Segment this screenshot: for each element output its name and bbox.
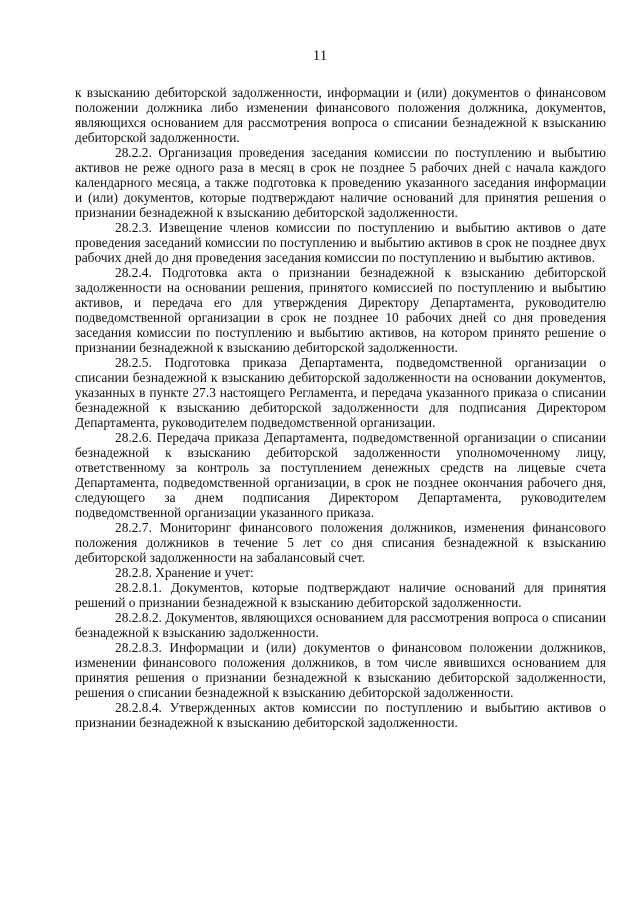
paragraph: 28.2.8.3. Информации и (или) документов о финансовом положении должников, изменении финансового положения должников, в том числе явившихся основанием для принятия решения о признании безнадежной к взысканию дебиторской задолженности, решения о списании безнадежной к взысканию дебиторской задолженности. [75, 640, 606, 700]
paragraph: 28.2.8. Хранение и учет: [115, 565, 254, 580]
paragraph: к взысканию дебиторской задолженности, информации и (или) документов о финансовом положении должника либо изменении финансового положения должника, документов, являющихся основанием для рассмотрения вопроса о списании безнадежной к взысканию дебиторской задолженности. [75, 85, 606, 145]
paragraph: 28.2.8.2. Документов, являющихся основанием для рассмотрения вопроса о списании безнадежной к взысканию задолженности. [75, 610, 606, 640]
paragraph: 28.2.6. Передача приказа Департамента, подведомственной организации о списании безнадежной к взысканию дебиторской задолженности уполномоченному лицу, ответственному за контроль за поступлением денежных средств на лицевые счета Департамента, подведомственной организации, в срок не позднее окончания рабочего дня, следующего за днем подписания Директором Департамента, руководителем подведомственной организации указанного приказа. [75, 430, 606, 520]
paragraph: 28.2.8.1. Документов, которые подтверждают наличие оснований для принятия решений о признании безнадежной к взысканию дебиторской задолженности. [75, 580, 606, 610]
paragraph: 28.2.4. Подготовка акта о признании безнадежной к взысканию дебиторской задолженности на основании решения, принятого комиссией по поступлению и выбытию активов, и передача его для утверждения Директору Департамента, руководителю подведомственной организации в срок не позднее 10 рабочих дней со дня проведения заседания комиссии по поступлению и выбытию активов, на котором принято решение о признании безнадежной к взысканию дебиторской задолженности. [75, 265, 606, 355]
paragraph: 28.2.8.4. Утвержденных актов комиссии по поступлению и выбытию активов о признании безнадежной к взысканию дебиторской задолженности. [75, 700, 606, 730]
paragraph: 28.2.2. Организация проведения заседания комиссии по поступлению и выбытию активов не реже одного раза в месяц в срок не позднее 5 рабочих дней с начала каждого календарного месяца, а также подготовка к проведению указанного заседания информации и (или) документов, которые подтверждают наличие оснований для принятия решения о признании безнадежной к взысканию дебиторской задолженности. [75, 145, 606, 220]
paragraph: 28.2.5. Подготовка приказа Департамента, подведомственной организации о списании безнадежной к взысканию дебиторской задолженности на основании документов, указанных в пункте 27.3 настоящего Регламента, и передача указанного приказа о списании безнадежной к взысканию дебиторской задолженности для подписания Директором Департамента, руководителем подведомственной организации. [75, 355, 606, 430]
document-body [75, 85, 606, 730]
page-number: 11 [312, 48, 328, 64]
paragraph: 28.2.3. Извещение членов комиссии по поступлению и выбытию активов о дате проведения заседаний комиссии по поступлению и выбытию активов в срок не позднее двух рабочих дней до дня проведения заседания комиссии по поступлению и выбытию активов. [75, 220, 606, 265]
paragraph: 28.2.7. Мониторинг финансового положения должников, изменения финансового положения должников в течение 5 лет со дня списания безнадежной к взысканию дебиторской задолженности на забалансовый счет. [75, 520, 606, 565]
